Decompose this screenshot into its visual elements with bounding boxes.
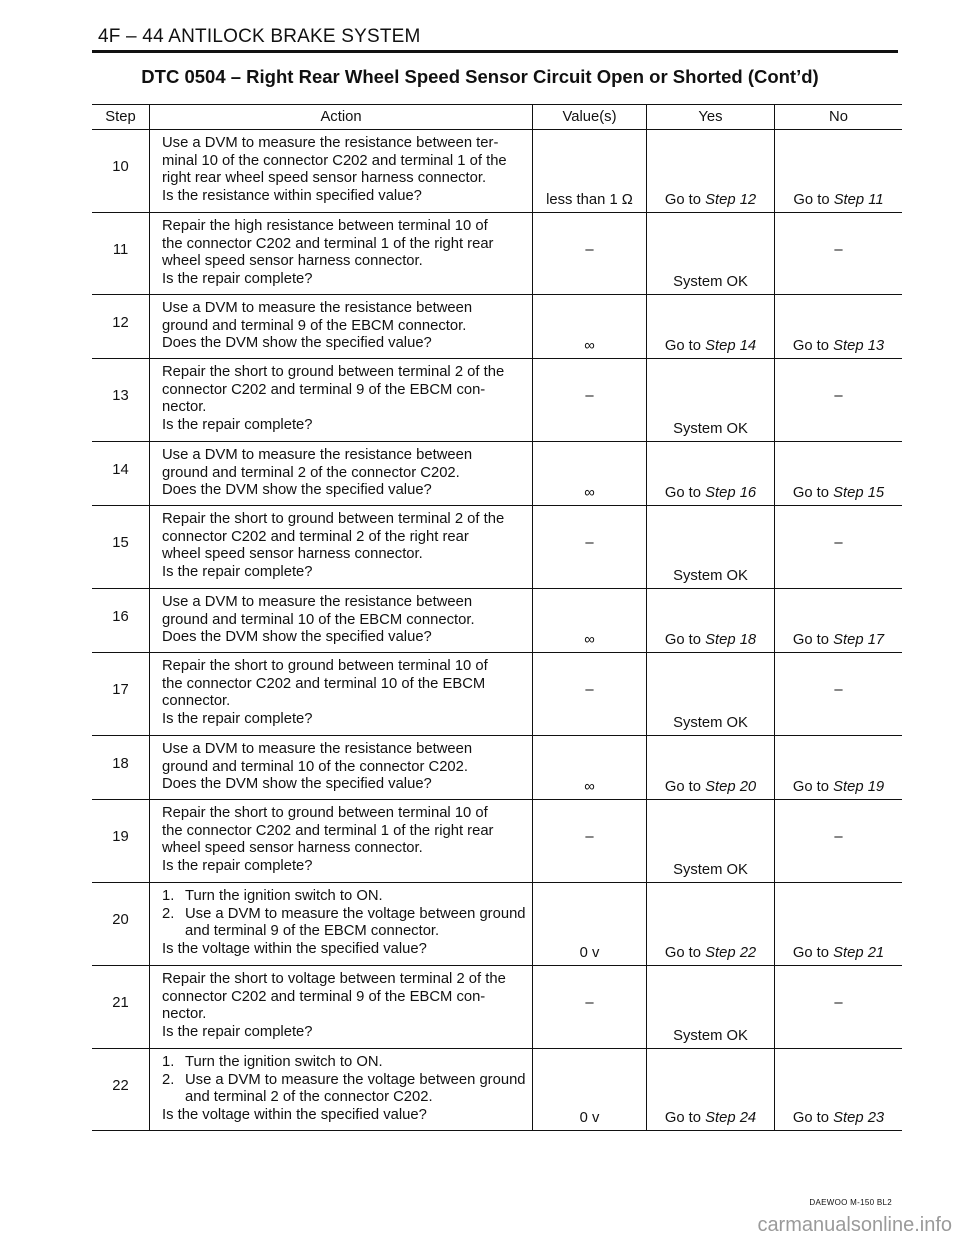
no-cell bbox=[775, 295, 903, 359]
action-question: Does the DVM show the specified value? bbox=[162, 335, 432, 351]
action-line: Repair the high resistance between terminal 10 of bbox=[162, 218, 488, 234]
action-line: ground and terminal 10 of the connector C202. bbox=[162, 758, 469, 775]
action-question: Is the repair complete? bbox=[162, 710, 313, 727]
action-line: wheel speed sensor harness connector. bbox=[162, 546, 423, 562]
no-cell bbox=[775, 506, 903, 589]
no-result-text: Go to bbox=[792, 1110, 834, 1126]
col-header-no: No bbox=[775, 105, 903, 130]
action-line: connector. bbox=[162, 693, 231, 709]
table-row bbox=[92, 130, 902, 213]
step-cell bbox=[92, 1049, 150, 1131]
action-question: Is the repair complete? bbox=[162, 563, 313, 580]
yes-result-text: Go to bbox=[664, 1110, 706, 1126]
yes-result-text: Go to bbox=[664, 338, 706, 354]
value-cell bbox=[533, 653, 647, 736]
table-row bbox=[92, 359, 902, 442]
yes-result bbox=[647, 274, 774, 290]
no-cell bbox=[775, 213, 903, 295]
no-result-text: Go to bbox=[792, 338, 834, 354]
no-result bbox=[775, 632, 902, 648]
numbered-instruction bbox=[162, 906, 528, 941]
step-number: 13 bbox=[112, 388, 129, 404]
yes-step-reference: Step 18 bbox=[705, 632, 757, 648]
step-cell bbox=[92, 506, 150, 589]
action-line: Use a DVM to measure the resistance between bbox=[162, 447, 473, 463]
table-row bbox=[92, 506, 902, 589]
action-line: Repair the short to ground between terminal 10 of bbox=[162, 805, 488, 821]
action-line: the connector C202 and terminal 1 of the right rear bbox=[162, 822, 494, 839]
yes-cell bbox=[647, 883, 775, 966]
no-result-text: Go to bbox=[792, 945, 834, 961]
step-cell bbox=[92, 800, 150, 883]
table-header-row bbox=[92, 105, 902, 130]
table-row bbox=[92, 736, 902, 800]
no-step-reference: Step 17 bbox=[833, 632, 885, 648]
no-result bbox=[775, 829, 902, 845]
no-step-reference: Step 13 bbox=[833, 338, 885, 354]
table-row bbox=[92, 1049, 902, 1131]
specified-value: ∞ bbox=[584, 632, 595, 648]
yes-result-text: System OK bbox=[673, 1028, 748, 1044]
step-number: 19 bbox=[112, 829, 129, 845]
action-cell bbox=[150, 736, 533, 800]
step-cell bbox=[92, 442, 150, 506]
yes-cell bbox=[647, 130, 775, 213]
action-line: Repair the short to ground between terminal 10 of bbox=[162, 658, 488, 674]
yes-result-text: System OK bbox=[673, 715, 748, 731]
action-line: nector. bbox=[162, 1006, 207, 1022]
yes-result bbox=[647, 1110, 774, 1126]
yes-cell bbox=[647, 736, 775, 800]
step-number: 11 bbox=[112, 241, 129, 258]
step-number: 21 bbox=[112, 995, 129, 1011]
yes-cell bbox=[647, 506, 775, 589]
action-line: ground and terminal 9 of the EBCM connector. bbox=[162, 317, 467, 334]
no-cell bbox=[775, 359, 903, 442]
no-result bbox=[775, 388, 902, 404]
footer-code: DAEWOO M-150 BL2 bbox=[809, 1198, 892, 1207]
instruction-number: 2. bbox=[162, 905, 175, 922]
step-number: 20 bbox=[112, 912, 129, 928]
action-cell bbox=[150, 653, 533, 736]
no-result-text: – bbox=[834, 388, 843, 404]
numbered-instruction bbox=[162, 888, 528, 906]
action-question: Is the voltage within the specified value? bbox=[162, 940, 427, 957]
table-row bbox=[92, 800, 902, 883]
instruction-text: Turn the ignition switch to ON. bbox=[185, 888, 383, 904]
yes-step-reference: Step 24 bbox=[705, 1110, 757, 1126]
action-line: ground and terminal 2 of the connector C202. bbox=[162, 464, 460, 481]
action-line: right rear wheel speed sensor harness connector. bbox=[162, 170, 487, 186]
no-result bbox=[775, 995, 902, 1011]
specified-value: – bbox=[585, 241, 594, 258]
action-question: Is the repair complete? bbox=[162, 857, 313, 874]
yes-result-text: System OK bbox=[673, 568, 748, 584]
action-cell bbox=[150, 442, 533, 506]
step-number: 22 bbox=[112, 1077, 129, 1094]
yes-result-text: Go to bbox=[664, 632, 706, 648]
yes-result bbox=[647, 632, 774, 648]
action-line: the connector C202 and terminal 10 of the EBCM bbox=[162, 675, 486, 692]
yes-cell bbox=[647, 213, 775, 295]
action-cell bbox=[150, 130, 533, 213]
no-cell bbox=[775, 1049, 903, 1131]
yes-step-reference: Step 12 bbox=[705, 192, 757, 208]
value-cell bbox=[533, 295, 647, 359]
specified-value: – bbox=[585, 535, 594, 551]
yes-step-reference: Step 16 bbox=[705, 485, 757, 501]
table-body bbox=[92, 130, 902, 1131]
yes-cell bbox=[647, 295, 775, 359]
table-row bbox=[92, 966, 902, 1049]
yes-cell bbox=[647, 966, 775, 1049]
page-header bbox=[92, 26, 898, 53]
value-cell bbox=[533, 506, 647, 589]
no-result bbox=[775, 338, 902, 354]
yes-result-text: Go to bbox=[664, 192, 706, 208]
action-line: Use a DVM to measure the resistance between bbox=[162, 300, 473, 316]
no-cell bbox=[775, 130, 903, 213]
step-number: 18 bbox=[112, 755, 129, 772]
yes-result bbox=[647, 715, 774, 731]
action-question: Does the DVM show the specified value? bbox=[162, 629, 432, 645]
action-line: nector. bbox=[162, 399, 207, 415]
action-cell bbox=[150, 359, 533, 442]
yes-step-reference: Step 20 bbox=[705, 779, 757, 795]
no-cell bbox=[775, 800, 903, 883]
step-cell bbox=[92, 736, 150, 800]
action-line: Repair the short to voltage between terminal 2 of the bbox=[162, 971, 506, 987]
value-cell bbox=[533, 359, 647, 442]
no-step-reference: Step 23 bbox=[833, 1110, 885, 1126]
value-cell bbox=[533, 213, 647, 295]
no-result bbox=[775, 779, 902, 795]
no-cell bbox=[775, 653, 903, 736]
no-result-text: – bbox=[834, 995, 843, 1011]
action-question: Is the resistance within specified value? bbox=[162, 187, 422, 204]
no-result bbox=[775, 682, 902, 698]
specified-value: – bbox=[585, 829, 594, 845]
yes-result-text: Go to bbox=[664, 485, 706, 501]
instruction-text: Turn the ignition switch to ON. bbox=[185, 1054, 383, 1070]
value-cell bbox=[533, 800, 647, 883]
yes-result-text: System OK bbox=[673, 421, 748, 437]
yes-result-text: Go to bbox=[664, 945, 706, 961]
action-line: wheel speed sensor harness connector. bbox=[162, 253, 423, 269]
specified-value: ∞ bbox=[584, 485, 595, 501]
action-cell bbox=[150, 213, 533, 295]
step-cell bbox=[92, 653, 150, 736]
action-line: Use a DVM to measure the resistance between ter- bbox=[162, 135, 499, 151]
value-cell bbox=[533, 130, 647, 213]
step-number: 16 bbox=[112, 608, 129, 625]
no-result bbox=[775, 485, 902, 501]
step-cell bbox=[92, 359, 150, 442]
action-line: Repair the short to ground between terminal 2 of the bbox=[162, 364, 505, 380]
no-step-reference: Step 15 bbox=[833, 485, 885, 501]
action-line: the connector C202 and terminal 1 of the right rear bbox=[162, 235, 494, 252]
action-question: Does the DVM show the specified value? bbox=[162, 776, 432, 792]
yes-result-text: Go to bbox=[664, 779, 706, 795]
step-cell bbox=[92, 130, 150, 213]
yes-cell bbox=[647, 1049, 775, 1131]
no-result-text: – bbox=[834, 682, 843, 698]
instruction-number: 2. bbox=[162, 1071, 175, 1088]
no-result-text: Go to bbox=[792, 485, 834, 501]
action-question: Is the repair complete? bbox=[162, 270, 313, 287]
action-question: Is the repair complete? bbox=[162, 1023, 313, 1040]
value-cell bbox=[533, 966, 647, 1049]
action-line: Repair the short to ground between terminal 2 of the bbox=[162, 511, 505, 527]
specified-value: – bbox=[585, 388, 594, 404]
yes-step-reference: Step 14 bbox=[705, 338, 757, 354]
no-result-text: Go to bbox=[792, 779, 834, 795]
value-cell bbox=[533, 883, 647, 966]
step-number: 17 bbox=[112, 682, 129, 698]
table-row bbox=[92, 213, 902, 295]
step-number: 10 bbox=[112, 159, 129, 175]
yes-cell bbox=[647, 359, 775, 442]
col-header-step: Step bbox=[92, 105, 150, 130]
yes-result bbox=[647, 862, 774, 878]
step-cell bbox=[92, 295, 150, 359]
yes-cell bbox=[647, 800, 775, 883]
specified-value: 0 v bbox=[579, 1110, 600, 1126]
no-result bbox=[775, 535, 902, 551]
action-cell bbox=[150, 883, 533, 966]
table-row bbox=[92, 442, 902, 506]
action-cell bbox=[150, 1049, 533, 1131]
yes-result bbox=[647, 421, 774, 437]
no-cell bbox=[775, 442, 903, 506]
no-result-text: Go to bbox=[793, 192, 834, 208]
instruction-text: Use a DVM to measure the voltage between ground and terminal 2 of the connector C202. bbox=[185, 1071, 526, 1105]
step-cell bbox=[92, 589, 150, 653]
step-number: 15 bbox=[112, 535, 129, 551]
value-cell bbox=[533, 736, 647, 800]
action-cell bbox=[150, 966, 533, 1049]
col-header-action: Action bbox=[150, 105, 533, 130]
step-cell bbox=[92, 966, 150, 1049]
action-cell bbox=[150, 506, 533, 589]
action-question: Is the voltage within the specified value? bbox=[162, 1106, 427, 1123]
section-title: 4F – 44 ANTILOCK BRAKE SYSTEM bbox=[98, 26, 421, 47]
action-line: minal 10 of the connector C202 and terminal 1 of the bbox=[162, 152, 507, 169]
page-title: DTC 0504 – Right Rear Wheel Speed Sensor Circuit Open or Shorted (Cont’d) bbox=[141, 66, 819, 87]
action-line: connector C202 and terminal 9 of the EBCM con- bbox=[162, 988, 486, 1005]
no-step-reference: Step 11 bbox=[833, 192, 884, 208]
specified-value: 0 v bbox=[579, 945, 600, 961]
step-number: 12 bbox=[112, 314, 129, 331]
no-cell bbox=[775, 883, 903, 966]
numbered-instruction bbox=[162, 1054, 528, 1072]
table-row bbox=[92, 295, 902, 359]
no-result bbox=[775, 192, 902, 208]
yes-result bbox=[647, 1028, 774, 1044]
yes-result-text: System OK bbox=[673, 274, 748, 290]
value-cell bbox=[533, 442, 647, 506]
specified-value: ∞ bbox=[584, 779, 595, 795]
instruction-number: 1. bbox=[162, 888, 175, 904]
yes-result bbox=[647, 945, 774, 961]
action-line: Use a DVM to measure the resistance between bbox=[162, 741, 473, 757]
value-cell bbox=[533, 589, 647, 653]
action-line: connector C202 and terminal 9 of the EBCM con- bbox=[162, 381, 486, 398]
action-question: Does the DVM show the specified value? bbox=[162, 482, 432, 498]
no-result-text: – bbox=[834, 535, 843, 551]
no-result bbox=[775, 1110, 902, 1126]
instruction-number: 1. bbox=[162, 1054, 175, 1070]
step-cell bbox=[92, 883, 150, 966]
instruction-text: Use a DVM to measure the voltage between ground and terminal 9 of the EBCM connector. bbox=[185, 905, 526, 939]
step-number: 14 bbox=[112, 461, 129, 478]
yes-cell bbox=[647, 442, 775, 506]
specified-value: less than 1 Ω bbox=[546, 192, 633, 208]
action-cell bbox=[150, 800, 533, 883]
no-result-text: – bbox=[834, 829, 843, 845]
yes-cell bbox=[647, 589, 775, 653]
action-cell bbox=[150, 295, 533, 359]
col-header-yes: Yes bbox=[647, 105, 775, 130]
watermark: carmanualsonline.info bbox=[757, 1214, 952, 1236]
action-line: Use a DVM to measure the resistance between bbox=[162, 594, 473, 610]
table-row bbox=[92, 653, 902, 736]
no-result bbox=[775, 945, 902, 961]
no-step-reference: Step 21 bbox=[833, 945, 885, 961]
yes-cell bbox=[647, 653, 775, 736]
no-step-reference: Step 19 bbox=[833, 779, 885, 795]
table-row bbox=[92, 589, 902, 653]
action-line: ground and terminal 10 of the EBCM connector. bbox=[162, 611, 475, 628]
table-row bbox=[92, 883, 902, 966]
action-question: Is the repair complete? bbox=[162, 416, 313, 433]
action-line: wheel speed sensor harness connector. bbox=[162, 840, 423, 856]
no-cell bbox=[775, 736, 903, 800]
yes-result bbox=[647, 568, 774, 584]
no-result-text: Go to bbox=[792, 632, 834, 648]
no-result bbox=[775, 242, 902, 258]
no-result-text: – bbox=[834, 241, 843, 258]
specified-value: – bbox=[585, 682, 594, 698]
yes-result bbox=[647, 192, 774, 208]
yes-result-text: System OK bbox=[673, 862, 748, 878]
yes-result bbox=[647, 779, 774, 795]
col-header-values: Value(s) bbox=[533, 105, 647, 130]
yes-step-reference: Step 22 bbox=[705, 945, 757, 961]
value-cell bbox=[533, 1049, 647, 1131]
diagnostic-table bbox=[92, 104, 902, 1131]
no-cell bbox=[775, 966, 903, 1049]
action-line: connector C202 and terminal 2 of the right rear bbox=[162, 528, 469, 545]
specified-value: – bbox=[585, 995, 594, 1011]
step-cell bbox=[92, 213, 150, 295]
numbered-instruction bbox=[162, 1072, 528, 1107]
yes-result bbox=[647, 338, 774, 354]
yes-result bbox=[647, 485, 774, 501]
no-cell bbox=[775, 589, 903, 653]
specified-value: ∞ bbox=[584, 338, 595, 354]
action-cell bbox=[150, 589, 533, 653]
